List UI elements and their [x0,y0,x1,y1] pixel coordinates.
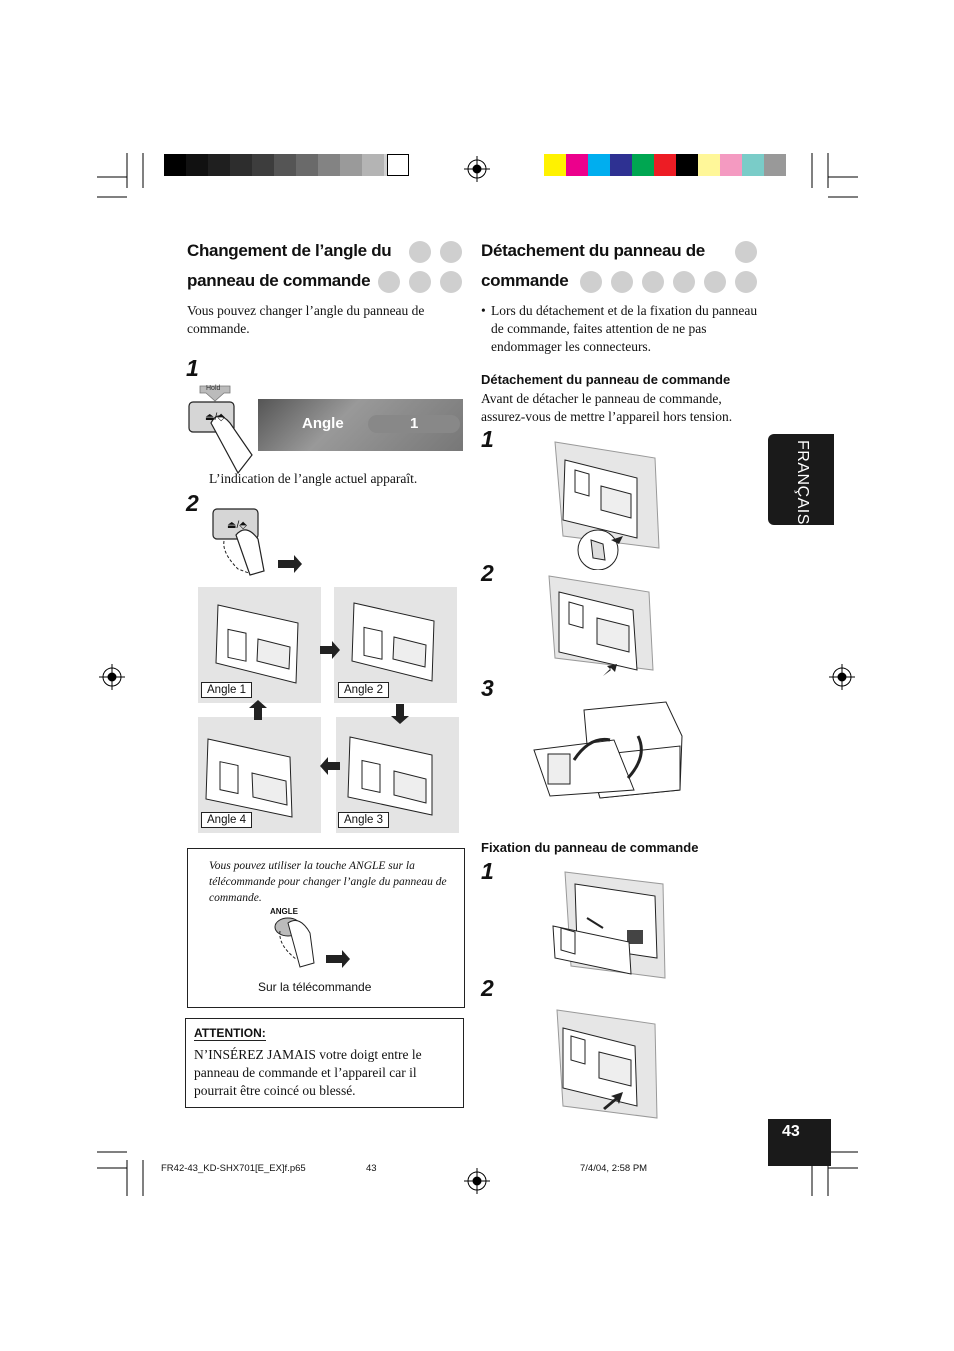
subheading-attach: Fixation du panneau de commande [481,840,699,855]
color-swatch [566,154,588,176]
color-swatch [632,154,654,176]
left-title-line2: panneau de commande [187,271,371,290]
right-title-line2: commande [481,271,569,290]
step-number: 2 [481,560,494,586]
left-arrow-icon [320,757,340,775]
language-tab [768,434,834,525]
gray-swatch [296,154,318,176]
bullet-text: Lors du détachement et de la fixation du panneau de commande, faites attention de ne pas endommager les connecteurs. [491,303,758,354]
angle-label: Angle 4 [201,812,252,828]
color-swatch [610,154,632,176]
step-number: 1 [186,355,199,381]
gray-swatch [252,154,274,176]
color-swatch [720,154,742,176]
gray-swatch [387,154,409,176]
color-swatch [764,154,786,176]
remote-note-box [187,848,465,1008]
subheading-detach: Détachement du panneau de commande [481,372,731,387]
display-value-box [368,415,460,433]
footer-file: FR42-43_KD-SHX701[E_EX]f.p65 [161,1163,306,1174]
remote-button-label: ANGLE [270,907,298,916]
remote-caption: Sur la télécommande [258,980,372,994]
gray-swatch [362,154,384,176]
page-number: 43 [782,1123,800,1140]
gray-swatch [340,154,362,176]
hold-label: Hold [206,385,221,392]
decor-dot [704,271,726,293]
footer-date: 7/4/04, 2:58 PM [580,1163,648,1174]
up-arrow-icon [249,700,267,720]
angle-label: Angle 2 [338,682,389,698]
right-arrow-icon [320,641,340,659]
page-number-box [768,1119,831,1166]
color-swatch [654,154,676,176]
language-tab-label: FRANÇAIS [794,440,811,525]
step-number: 2 [186,490,199,516]
angle-label: Angle 1 [201,682,252,698]
color-swatch [676,154,698,176]
pull-arrow-icon [603,664,617,676]
gray-swatch [164,154,186,176]
gray-swatch [208,154,230,176]
step-number: 1 [481,858,494,884]
decor-dot [735,241,757,263]
left-intro: Vous pouvez changer l’angle du panneau de commande. [187,303,425,336]
decor-dot [409,241,431,263]
press-button-illustration [210,505,305,580]
gray-swatch [274,154,296,176]
hold-button-illustration [186,383,256,478]
lcd-display [258,399,463,451]
attention-title: ATTENTION: [194,1026,266,1040]
eject-angle-button-label: ⏏/⬘ [227,520,247,531]
display-value: 1 [410,415,419,432]
decor-dot [735,271,757,293]
detach-text: Avant de détacher le panneau de commande, assurez-vous de mettre l’appareil hors tension. [481,391,733,424]
angle-label: Angle 3 [338,812,389,828]
color-swatch [588,154,610,176]
detach-step1-illustration [545,440,665,570]
attention-text: N’INSÉREZ JAMAIS votre doigt entre le panneau de commande et l’appareil car il pourrait être coincé ou blessé. [194,1047,422,1098]
remote-press-illustration [266,915,366,971]
angle-cycle-arrows [240,640,420,780]
attach-step1-illustration [545,870,670,980]
eject-angle-button-label: ⏏/⬘ [205,412,225,423]
step-number: 2 [481,975,494,1001]
detach-step2-illustration [545,572,665,682]
remote-note-text: Vous pouvez utiliser la touche ANGLE sur la télécommande pour changer l’angle du panneau de commande. [209,860,447,904]
decor-dot [440,271,462,293]
step-number: 1 [481,426,494,452]
step-number: 3 [481,675,494,701]
decor-dot [440,241,462,263]
gray-swatch [186,154,208,176]
down-arrow-icon [391,704,409,724]
color-swatch [742,154,764,176]
attention-box [185,1018,464,1108]
left-title-line1: Changement de l’angle du [187,241,392,260]
decor-dot [409,271,431,293]
display-angle-text: Angle [302,415,344,432]
gray-swatch [318,154,340,176]
angle-caption: L’indication de l’angle actuel apparaît. [209,471,418,486]
bullet-marker: • [481,303,486,318]
color-swatch [544,154,566,176]
right-title-line1: Détachement du panneau de [481,241,705,260]
gray-swatch [230,154,252,176]
color-swatch [698,154,720,176]
case-illustration [530,696,685,811]
attach-step2-illustration [545,1008,665,1123]
footer-page: 43 [366,1163,377,1174]
